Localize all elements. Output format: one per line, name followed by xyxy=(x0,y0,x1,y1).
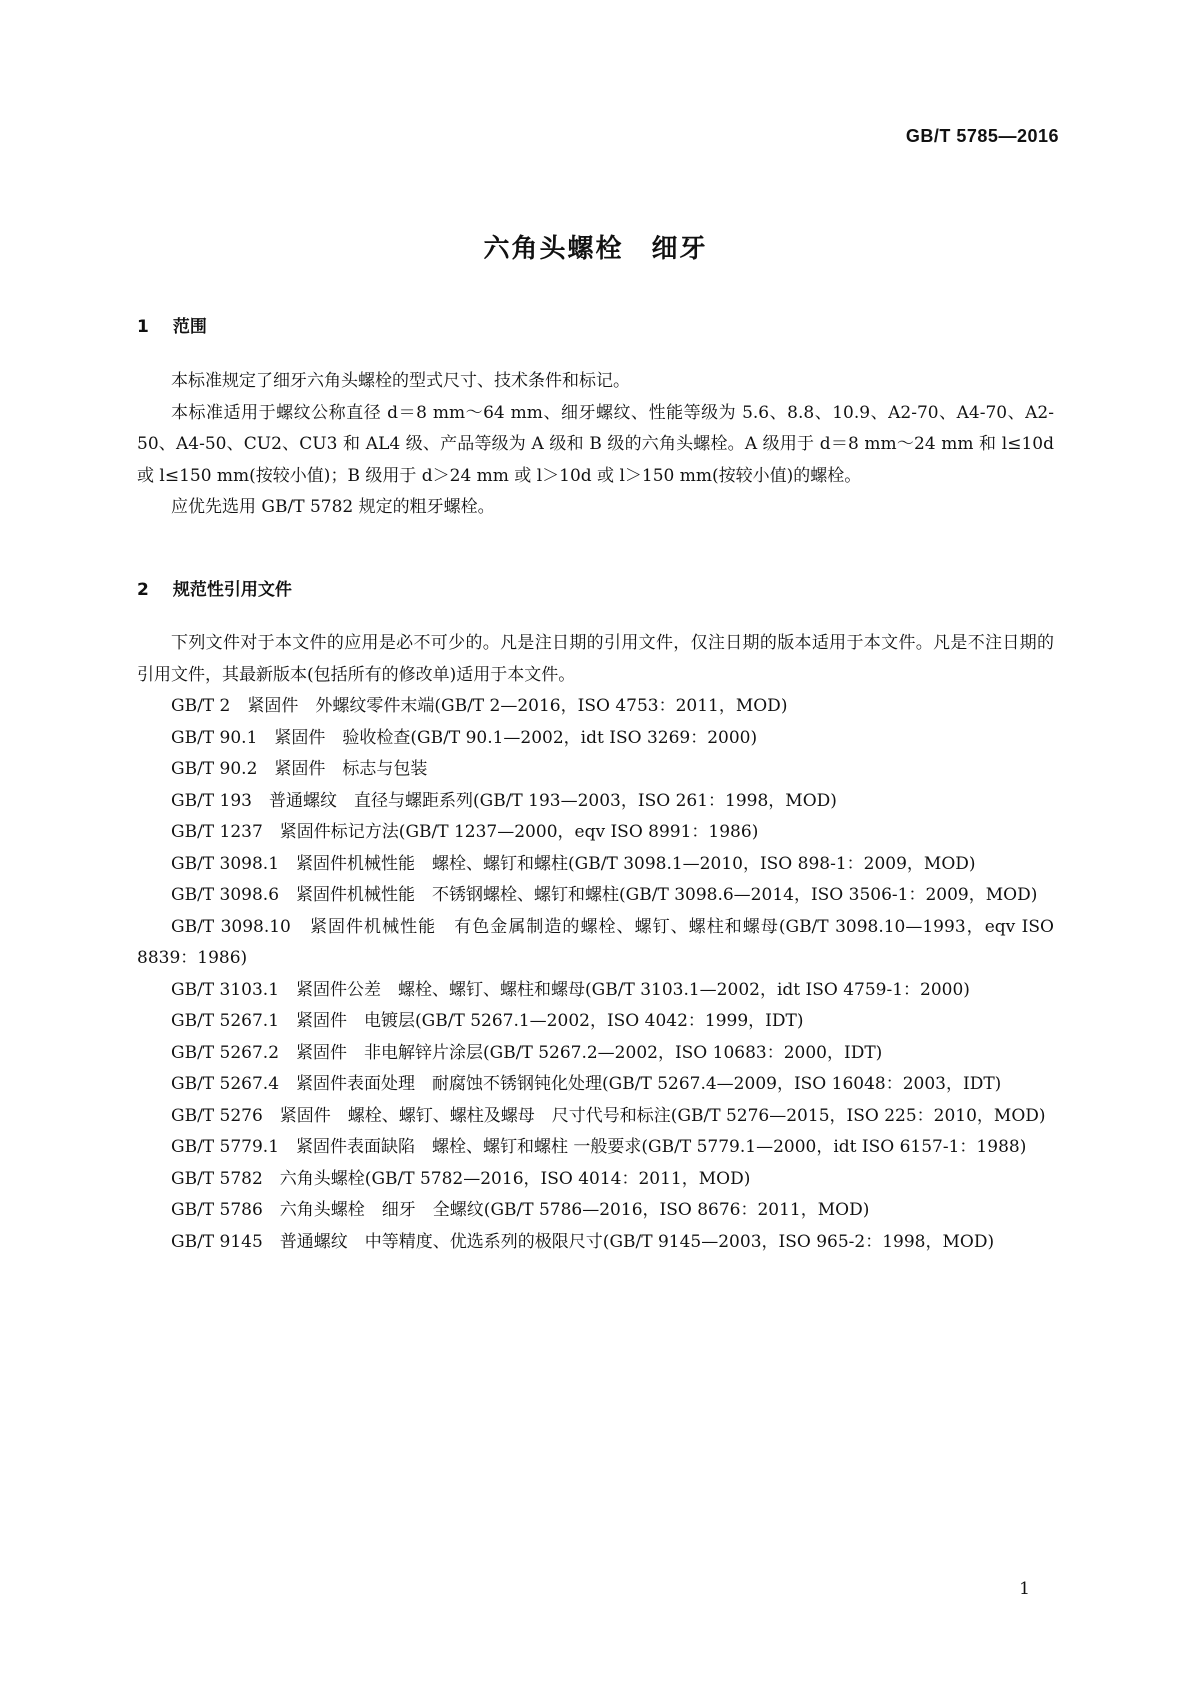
section-2-number: 2 xyxy=(137,580,149,600)
reference-item: GB/T 3103.1 紧固件公差 螺栓、螺钉、螺柱和螺母(GB/T 3103.1—2002，idt ISO 4759-1：2000) xyxy=(171,979,970,1000)
reference-item: GB/T 5267.2 紧固件 非电解锌片涂层(GB/T 5267.2—2002，ISO 10683：2000，IDT) xyxy=(171,1042,883,1063)
reference-item: GB/T 5267.1 紧固件 电镀层(GB/T 5267.1—2002，ISO 4042：1999，IDT) xyxy=(171,1011,804,1031)
reference-item: GB/T 193 普通螺纹 直径与螺距系列(GB/T 193—2003，ISO 261：1998，MOD) xyxy=(171,790,837,811)
reference-item: GB/T 5782 六角头螺栓(GB/T 5782—2016，ISO 4014：2011，MOD) xyxy=(171,1168,751,1189)
reference-item: GB/T 5267.4 紧固件表面处理 耐腐蚀不锈钢钝化处理(GB/T 5267.4—2009，ISO 16048：2003，IDT) xyxy=(171,1074,1002,1094)
reference-item: GB/T 3098.6 紧固件机械性能 不锈钢螺栓、螺钉和螺柱(GB/T 3098.6—2014，ISO 3506-1：2009，MOD) xyxy=(171,885,1038,905)
standard-code: GB/T 5785—2016 xyxy=(905,126,1059,146)
reference-item: GB/T 5276 紧固件 螺栓、螺钉、螺柱及螺母 尺寸代号和标注(GB/T 5276—2015，ISO 225：2010，MOD) xyxy=(171,1105,1046,1126)
reference-item: GB/T 5786 六角头螺栓 细牙 全螺纹(GB/T 5786—2016，ISO 8676：2011，MOD) xyxy=(171,1200,870,1220)
reference-item: GB/T 90.1 紧固件 验收检查(GB/T 90.1—2002，idt ISO 3269：2000) xyxy=(171,727,758,748)
references-intro: 下列文件对于本文件的应用是必不可少的。凡是注日期的引用文件，仅注日期的版本适用于本文件。凡是不注日期的引用文件，其最新版本(包括所有的修改单)适用于本文件。 xyxy=(137,633,1054,685)
section-1-title: 范围 xyxy=(172,317,207,337)
reference-item: GB/T 9145 普通螺纹 中等精度、优选系列的极限尺寸(GB/T 9145—2003，ISO 965-2：1998，MOD) xyxy=(171,1231,995,1252)
scope-paragraph-1: 本标准规定了细牙六角头螺栓的型式尺寸、技术条件和标记。 xyxy=(171,371,630,391)
reference-item: GB/T 5779.1 紧固件表面缺陷 螺栓、螺钉和螺柱 一般要求(GB/T 5779.1—2000，idt ISO 6157-1：1988) xyxy=(171,1137,1027,1157)
section-1-heading xyxy=(137,312,207,337)
reference-item: GB/T 1237 紧固件标记方法(GB/T 1237—2000，eqv ISO 8991：1986) xyxy=(171,822,759,842)
scope-paragraph-2: 本标准适用于螺纹公称直径 d＝8 mm～64 mm、细牙螺纹、性能等级为 5.6、8.8、10.9、A2-70、A4-70、A2-50、A4-50、CU2、CU3 和 AL4 级、产品等级为 A 级和 B 级的六角头螺栓。A 级用于 d＝8 mm～24 mm 和 l≤10d 或 l≤150 mm(按较小值)；B 级用于 d＞24 mm 或 l＞10d 或 l＞150 mm(按较小值)的螺栓。 xyxy=(137,402,1054,486)
reference-item: GB/T 3098.1 紧固件机械性能 螺栓、螺钉和螺柱(GB/T 3098.1—2010，ISO 898-1：2009，MOD) xyxy=(171,853,976,874)
section-1-number: 1 xyxy=(137,317,149,337)
section-1-body xyxy=(137,366,1054,524)
reference-item: GB/T 2 紧固件 外螺纹零件末端(GB/T 2—2016，ISO 4753：2011，MOD) xyxy=(171,696,788,716)
reference-item: GB/T 3098.10 紧固件机械性能 有色金属制造的螺栓、螺钉、螺柱和螺母(GB/T 3098.10—1993，eqv ISO 8839：1986) xyxy=(137,916,1054,968)
document-title: 六角头螺栓 细牙 xyxy=(483,234,708,264)
scope-paragraph-3: 应优先选用 GB/T 5782 规定的粗牙螺栓。 xyxy=(171,497,495,517)
section-2-heading xyxy=(137,575,292,600)
section-2-body xyxy=(137,628,1054,1258)
page-number: 1 xyxy=(1019,1579,1030,1599)
reference-item: GB/T 90.2 紧固件 标志与包装 xyxy=(171,759,428,779)
section-2-title: 规范性引用文件 xyxy=(172,580,292,600)
